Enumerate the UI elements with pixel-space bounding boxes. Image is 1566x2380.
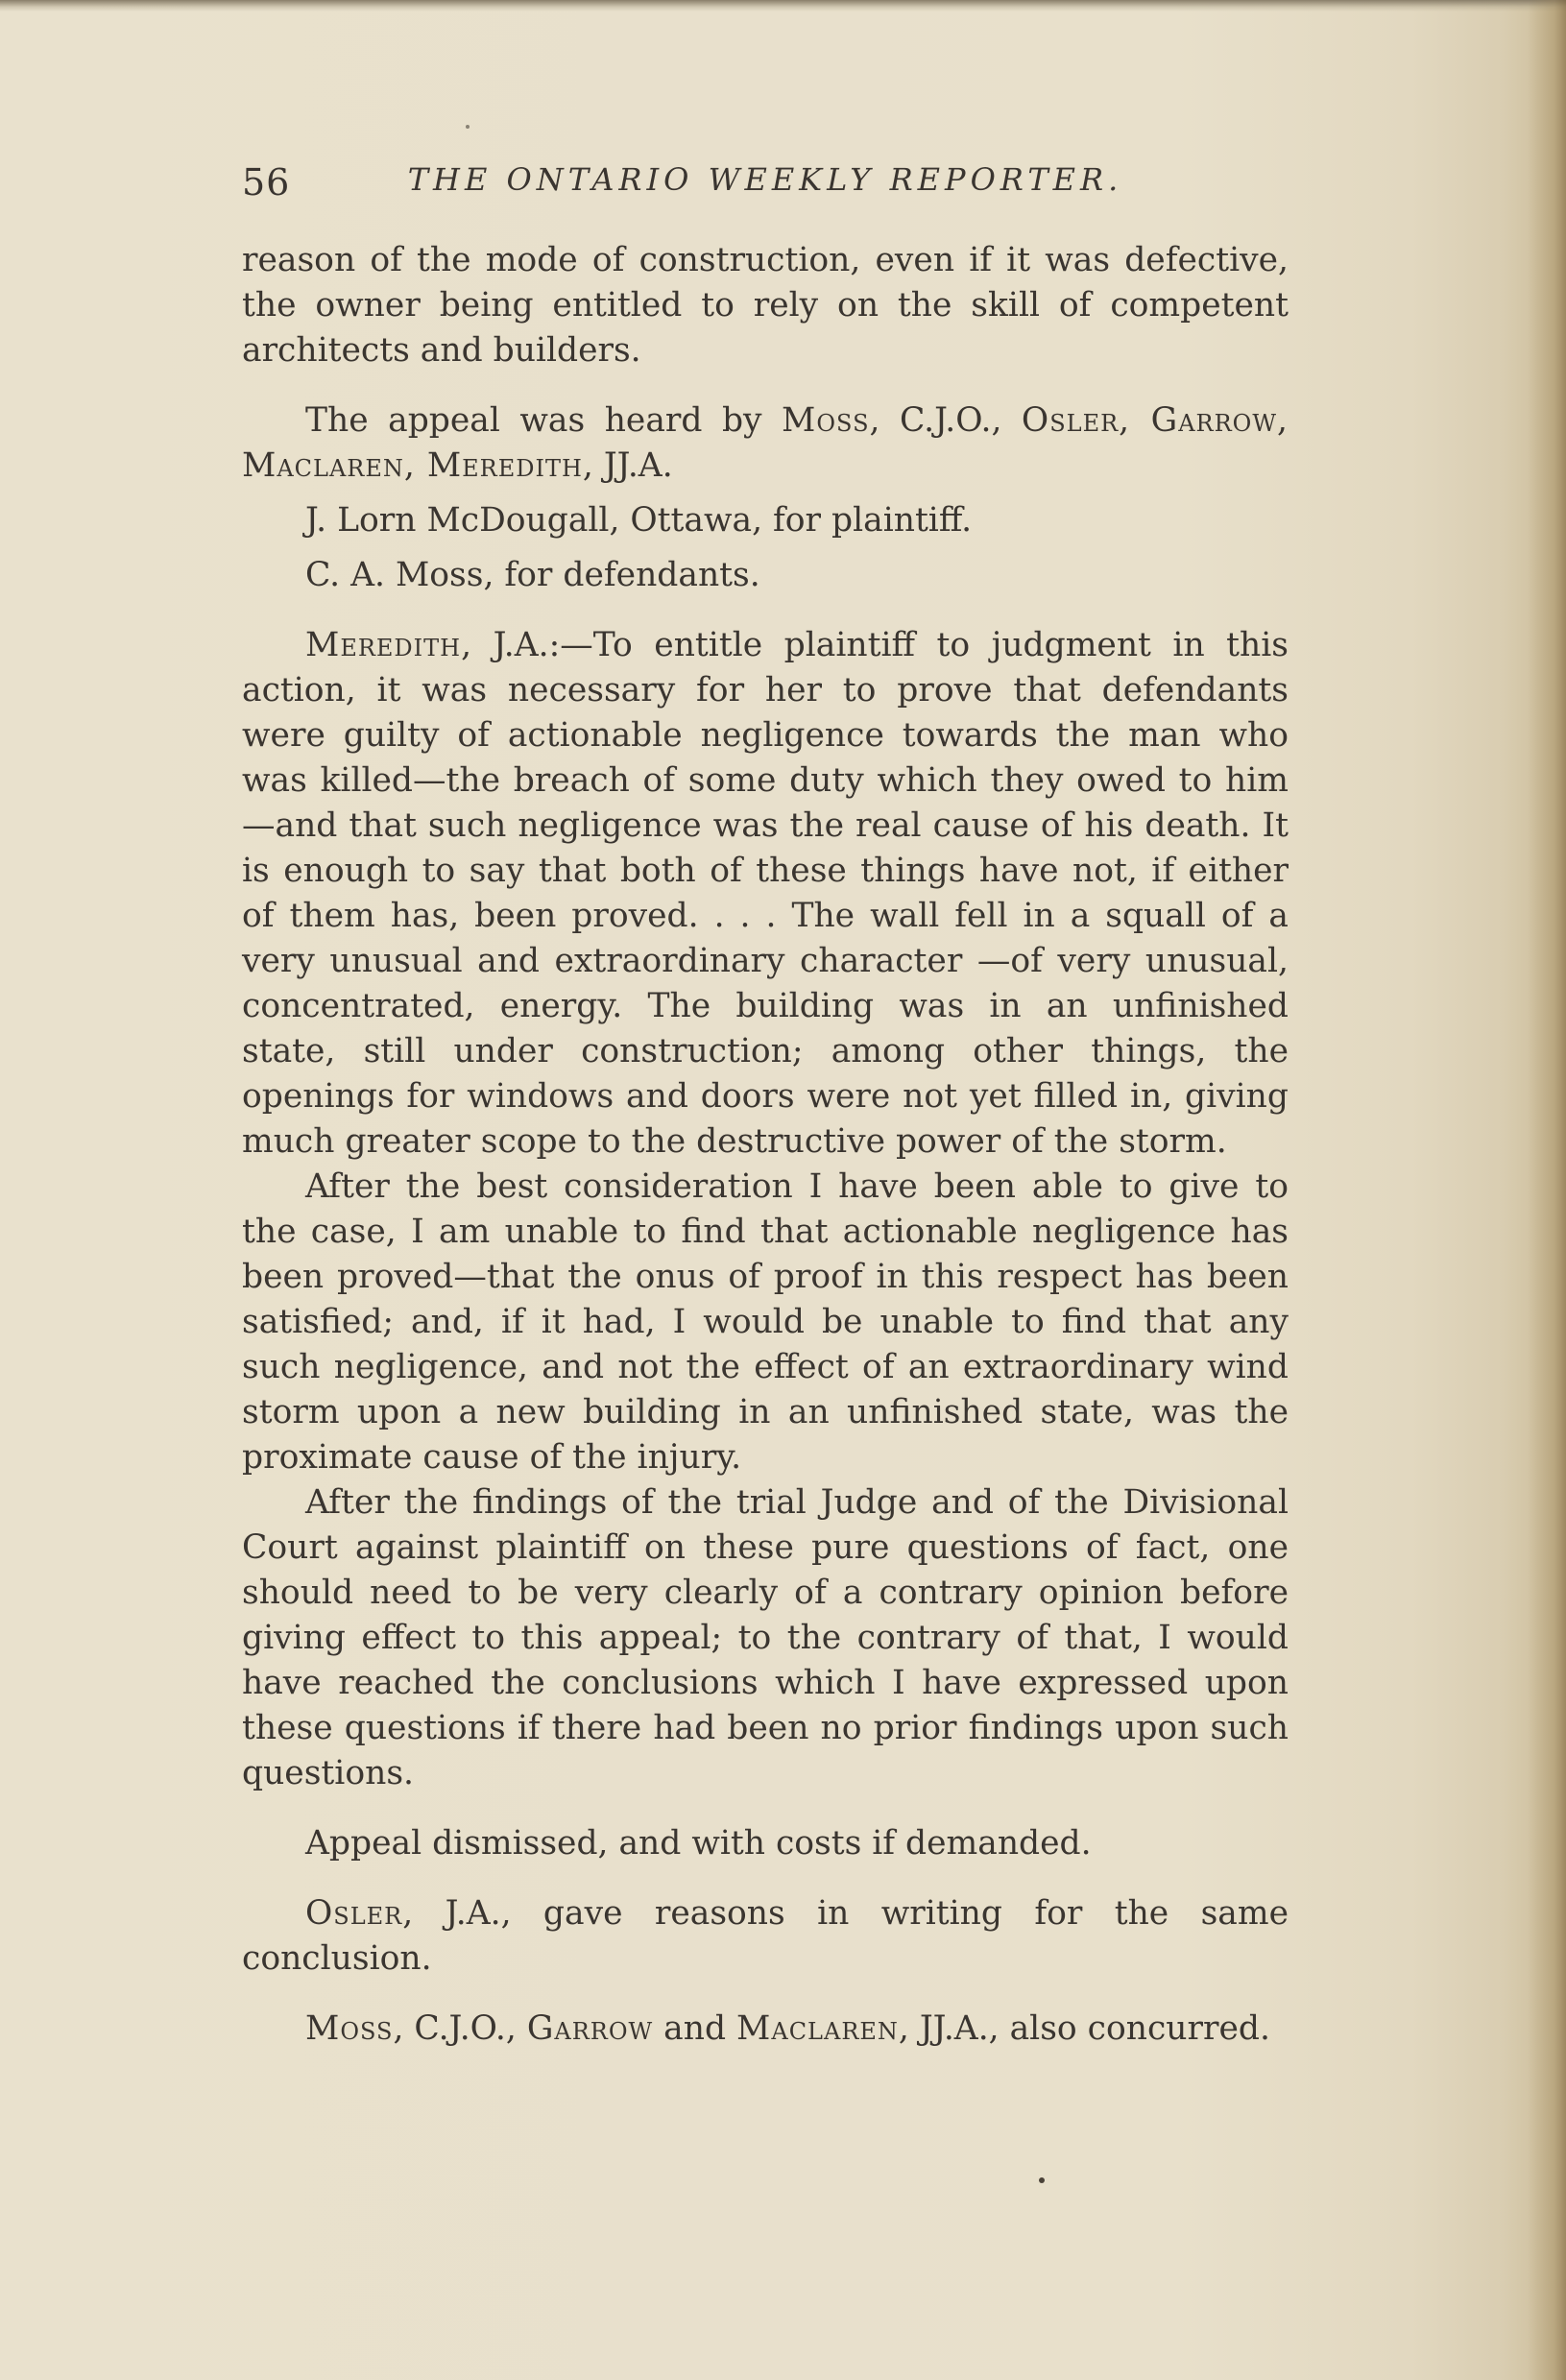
judge-names: Osler, Garrow, Maclaren, Meredith	[242, 401, 1289, 485]
paragraph-disposition: Appeal dismissed, and with costs if demanded.	[305, 1824, 1092, 1863]
running-title: THE ONTARIO WEEKLY REPORTER.	[407, 161, 1123, 198]
ink-speck	[1039, 2177, 1045, 2183]
paragraph-appeal-heard	[242, 398, 1289, 489]
judge-name: Moss	[782, 401, 870, 440]
text-run: , J.A.:—To entitle plaintiff to judgment in this action, it was necessary for her to prove that defendants were guilty of actionable negligence towards the man who was killed—the breach of some duty which they owed to him—and that such negligence was the real cause of his death. It is enough to say that both of these things have not, if either of them has, been proved. . . . The wall fell in a squall of a very unusual and extraordinary character —of very unusual, concentrated, energy. The building was in an unfinished state, still under construction; among other things, the openings for windows and doors were not yet filled in, giving much greater scope to the destructive power of the storm.	[242, 626, 1289, 1161]
paragraph-concurrence	[242, 2007, 1289, 2052]
text-run: , JJ.A., also concurred.	[898, 2009, 1270, 2048]
counsel-plaintiff: J. Lorn McDougall, Ottawa, for plaintiff.	[305, 501, 973, 540]
paragraph-consideration: After the best consideration I have been able to give to the case, I am unable to find that actionable negligence has been proved—that the onus of proof in this respect has been satisfied; and, if it had, I would be unable to find that any such negligence, and not the effect of an extraordinary wind storm upon a new building in an unfinished state, was the proximate cause of the injury.	[242, 1167, 1289, 1477]
text-run: , C.J.O.,	[393, 2009, 527, 2048]
judge-name: Maclaren	[736, 2009, 899, 2048]
page-number: 56	[242, 161, 291, 204]
text-run: and	[653, 2009, 737, 2048]
text-run: , J.A., gave reasons in writing for the same conclusion.	[242, 1894, 1289, 1978]
text-run: The appeal was heard by	[305, 401, 783, 440]
ink-speck	[466, 125, 470, 129]
page-gutter-edge	[1528, 0, 1566, 2380]
paragraph-osler	[242, 1891, 1289, 1982]
judge-name: Osler	[305, 1894, 403, 1933]
page-header	[242, 161, 1289, 209]
judge-name: Meredith	[305, 626, 462, 664]
page-top-shadow	[0, 0, 1566, 12]
judge-name: Garrow	[526, 2009, 654, 2048]
page-body	[242, 238, 1289, 2052]
judge-name: Moss	[305, 2009, 394, 2048]
text-run: , C.J.O.,	[869, 401, 1022, 440]
paragraph-judgment	[242, 623, 1289, 1165]
paragraph-continuation: reason of the mode of construction, even if it was defective, the owner being entitled to rely on the skill of competent architects and builders.	[242, 241, 1289, 370]
counsel-defendants: C. A. Moss, for defendants.	[305, 556, 760, 594]
text-run: , JJ.A.	[582, 446, 673, 485]
paragraph-findings: After the findings of the trial Judge and of the Divisional Court against plaintiff on these pure questions of fact, one should need to be very clearly of a contrary opinion before giving effect to this appeal; to the contrary of that, I would have reached the conclusions which I have expressed upon these questions if there had been no prior findings upon such questions.	[242, 1483, 1289, 1792]
